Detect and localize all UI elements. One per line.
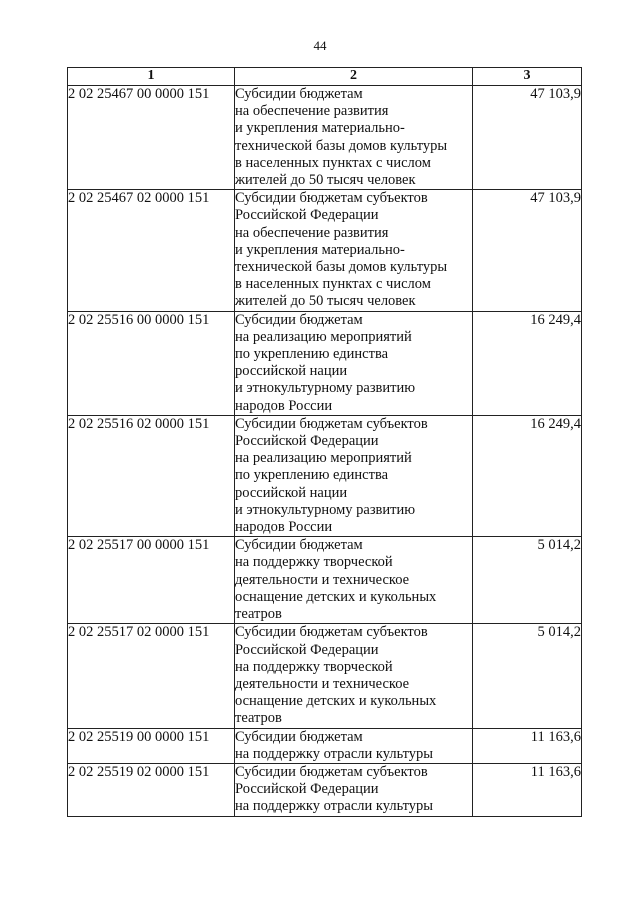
budget-item-name-line: и этнокультурному развитию xyxy=(235,501,416,518)
budget-item-name-cell xyxy=(235,728,473,763)
budget-item-name-cell xyxy=(235,763,473,816)
budget-item-name-line: Субсидии бюджетам субъектов xyxy=(235,624,428,641)
budget-amount-cell: 16 249,4 xyxy=(473,311,582,415)
budget-item-name-line: народов России xyxy=(235,519,333,536)
budget-item-name-line: на поддержку отрасли культуры xyxy=(235,745,434,762)
table-row xyxy=(68,763,582,816)
budget-item-name-line: в населенных пунктах с числом xyxy=(235,154,431,171)
budget-item-name-cell xyxy=(235,190,473,311)
column-header-amount: 3 xyxy=(473,68,582,86)
table-row xyxy=(68,415,582,536)
table-row xyxy=(68,624,582,728)
budget-item-name-line: на поддержку творческой xyxy=(235,554,393,571)
budget-item-name-line: технической базы домов культуры xyxy=(235,259,448,276)
budget-code-cell: 2 02 25467 00 0000 151 xyxy=(68,86,235,190)
budget-item-name-line: Субсидии бюджетам xyxy=(235,537,363,554)
budget-amount-cell: 11 163,6 xyxy=(473,763,582,816)
budget-amount-cell: 47 103,9 xyxy=(473,190,582,311)
budget-item-name-cell xyxy=(235,311,473,415)
budget-item-name-line: оснащение детских и кукольных xyxy=(235,693,437,710)
table-header-row xyxy=(68,68,582,86)
budget-item-name-cell xyxy=(235,624,473,728)
budget-item-name-line: Российской Федерации xyxy=(235,433,379,450)
budget-code-cell: 2 02 25519 02 0000 151 xyxy=(68,763,235,816)
budget-item-name-line: российской нации xyxy=(235,484,348,501)
budget-amount-cell: 47 103,9 xyxy=(473,86,582,190)
budget-item-name-line: технической базы домов культуры xyxy=(235,137,448,154)
budget-item-name-line: театров xyxy=(235,606,282,623)
budget-item-name-line: Субсидии бюджетам субъектов xyxy=(235,190,428,207)
budget-item-name-line: Российской Федерации xyxy=(235,641,379,658)
budget-item-name-line: на обеспечение развития xyxy=(235,103,389,120)
budget-table xyxy=(67,67,582,817)
table-row xyxy=(68,728,582,763)
budget-code-cell: 2 02 25516 02 0000 151 xyxy=(68,415,235,536)
budget-item-name-line: Субсидии бюджетам субъектов xyxy=(235,763,428,780)
budget-item-name-line: Российской Федерации xyxy=(235,781,379,798)
column-header-name: 2 xyxy=(235,68,473,86)
budget-code-cell: 2 02 25517 00 0000 151 xyxy=(68,537,235,624)
budget-code-cell: 2 02 25519 00 0000 151 xyxy=(68,728,235,763)
budget-item-name-line: по укреплению единства xyxy=(235,467,389,484)
budget-item-name-line: по укреплению единства xyxy=(235,346,389,363)
budget-code-cell: 2 02 25517 02 0000 151 xyxy=(68,624,235,728)
budget-item-name-line: и этнокультурному развитию xyxy=(235,380,416,397)
budget-amount-cell: 16 249,4 xyxy=(473,415,582,536)
budget-item-name-line: театров xyxy=(235,710,282,727)
budget-amount-cell: 5 014,2 xyxy=(473,624,582,728)
budget-item-name-line: Субсидии бюджетам xyxy=(235,728,363,745)
budget-item-name-line: на поддержку творческой xyxy=(235,658,393,675)
table-row xyxy=(68,537,582,624)
budget-item-name-line: Субсидии бюджетам субъектов xyxy=(235,415,428,432)
budget-item-name-line: Субсидии бюджетам xyxy=(235,311,363,328)
budget-item-name-line: на обеспечение развития xyxy=(235,224,389,241)
budget-item-name-cell xyxy=(235,86,473,190)
budget-item-name-line: деятельности и техническое xyxy=(235,675,410,692)
budget-amount-cell: 5 014,2 xyxy=(473,537,582,624)
table-row xyxy=(68,86,582,190)
budget-item-name-line: жителей до 50 тысяч человек xyxy=(235,293,416,310)
budget-item-name-line: оснащение детских и кукольных xyxy=(235,588,437,605)
budget-item-name-line: в населенных пунктах с числом xyxy=(235,276,431,293)
budget-code-cell: 2 02 25516 00 0000 151 xyxy=(68,311,235,415)
column-header-code: 1 xyxy=(68,68,235,86)
budget-item-name-line: на поддержку отрасли культуры xyxy=(235,798,434,815)
budget-item-name-cell xyxy=(235,537,473,624)
table-body xyxy=(68,86,582,817)
budget-item-name-line: Российской Федерации xyxy=(235,207,379,224)
budget-item-name-line: народов России xyxy=(235,397,333,414)
budget-item-name-line: жителей до 50 тысяч человек xyxy=(235,172,416,189)
budget-item-name-line: на реализацию мероприятий xyxy=(235,450,412,467)
budget-item-name-line: и укрепления материально- xyxy=(235,120,405,137)
page-number: 44 xyxy=(313,38,327,53)
budget-item-name-cell xyxy=(235,415,473,536)
table-row xyxy=(68,311,582,415)
budget-item-name-line: и укрепления материально- xyxy=(235,241,405,258)
budget-item-name-line: Субсидии бюджетам xyxy=(235,86,363,102)
budget-item-name-line: на реализацию мероприятий xyxy=(235,328,412,345)
budget-item-name-line: российской нации xyxy=(235,363,348,380)
table-row xyxy=(68,190,582,311)
budget-code-cell: 2 02 25467 02 0000 151 xyxy=(68,190,235,311)
budget-item-name-line: деятельности и техническое xyxy=(235,571,410,588)
budget-amount-cell: 11 163,6 xyxy=(473,728,582,763)
